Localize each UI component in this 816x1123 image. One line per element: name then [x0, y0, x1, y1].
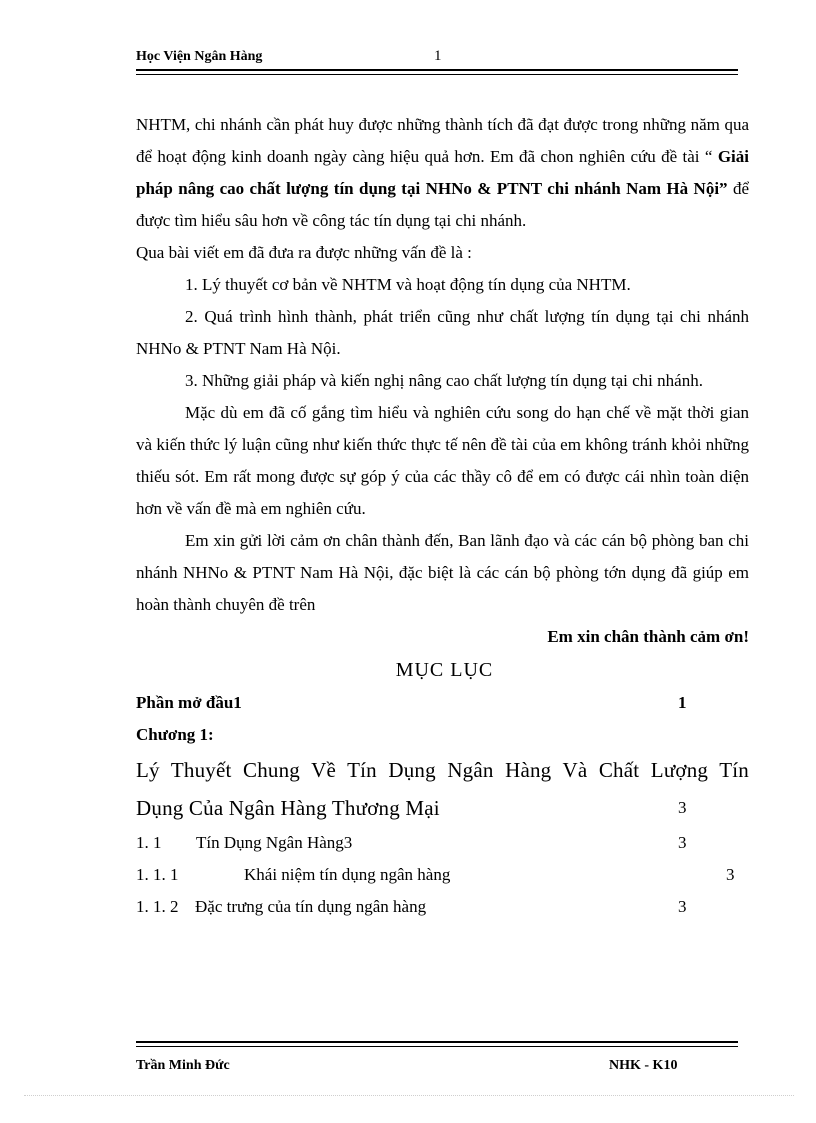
paragraph-intro-text-b: để được tìm hiểu sâu hơn về công tác tín dụng tại chi nhánh.: [136, 179, 750, 230]
toc-entry-number: 1. 1: [136, 833, 162, 852]
list-item-2: 2. Quá trình hình thành, phát triển cũng như chất lượng tín dụng tại chi nhánh NHNo & PTNT Nam Hà Nội.: [136, 307, 749, 358]
toc-intro-page: 1: [678, 693, 687, 712]
toc-entry-page: 3: [678, 897, 687, 916]
list-item-1: 1. Lý thuyết cơ bản về NHTM và hoạt động tín dụng của NHTM.: [185, 275, 631, 294]
toc-entry-text: Khái niệm tín dụng ngân hàng: [244, 865, 451, 884]
toc-intro-label: Phần mở đầu1: [136, 693, 242, 712]
toc-entry-row: [136, 891, 749, 923]
paragraph-intro-text-a: NHTM, chi nhánh cần phát huy được những thành tích đã đạt được trong những năm qua để hoạt động kinh doanh ngày càng hiệu quả hơn. Em đã chon nghiên cứu đề tài “: [136, 115, 749, 166]
paragraph-limitations: Mặc dù em đã cố gắng tìm hiểu và nghiên cứu song do hạn chế về mặt thời gian và kiến thức lý luận cũng như kiến thức thực tế nên đề tài của em không tránh khỏi những thiếu sót. Em rất mong được sự góp ý của các thầy cô để em có được cái nhìn toàn diện hơn về vấn đề mà em nghiên cứu.: [136, 403, 749, 518]
toc-chapter-label-row: [136, 719, 749, 751]
toc-chapter-page: 3: [678, 798, 687, 817]
paragraph-acknowledgement: Em xin gửi lời cảm ơn chân thành đến, Ban lãnh đạo và các cán bộ phòng ban chi nhánh NHNo & PTNT Nam Hà Nội, đặc biệt là các cán bộ phòng tớn dụng đã giúp em hoàn thành chuyên đề trên: [136, 531, 749, 614]
thanks-line: Em xin chân thành cảm ơn!: [547, 627, 749, 646]
paragraph-intro: [136, 109, 749, 237]
toc-title: MỤC LỤC: [395, 659, 494, 681]
page-bottom-dotted-line: [24, 1095, 794, 1096]
header-page-number: 1: [434, 48, 442, 64]
toc-chapter-title-line1: Lý Thuyết Chung Về Tín Dụng Ngân Hàng Và Chất Lượng Tín: [136, 758, 749, 782]
toc-entry-number: 1. 1. 2: [136, 897, 179, 916]
header-rule: [136, 69, 738, 75]
toc-entry-row: [136, 859, 749, 891]
list-item-3: 3. Những giải pháp và kiến nghị nâng cao chất lượng tín dụng tại chi nhánh.: [185, 371, 703, 390]
toc-entry-text: Tín Dụng Ngân Hàng3: [196, 833, 353, 852]
toc-entry-page: 3: [726, 865, 735, 884]
toc-chapter-title: [136, 751, 749, 827]
page-header: [136, 48, 738, 68]
page-content: [136, 109, 749, 923]
footer-rule: [136, 1041, 738, 1047]
toc-entry-number: 1. 1. 1: [136, 865, 179, 884]
header-title: Học Viện Ngân Hàng: [136, 49, 263, 64]
toc-chapter-title-line2: Dụng Của Ngân Hàng Thương Mại: [136, 796, 440, 820]
page-footer: [136, 1058, 738, 1078]
toc-entry-row: [136, 827, 749, 859]
paragraph-overview: Qua bài viết em đã đưa ra được những vấn đề là :: [136, 243, 472, 262]
toc-chapter-label: Chương 1:: [136, 725, 214, 744]
footer-class: NHK - K10: [609, 1058, 678, 1073]
toc-entry-page: 3: [678, 833, 687, 852]
paragraph-intro-thesis-title: Giải pháp nâng cao chất lượng tín dụng tại NHNo & PTNT chi nhánh Nam Hà Nội”: [136, 147, 749, 198]
toc-entry-text: Đặc trưng của tín dụng ngân hàng: [195, 897, 427, 916]
toc-intro-row: [136, 687, 749, 719]
footer-author: Trần Minh Đức: [136, 1058, 230, 1073]
toc-chapter-title-line2-wrap: [136, 789, 749, 827]
